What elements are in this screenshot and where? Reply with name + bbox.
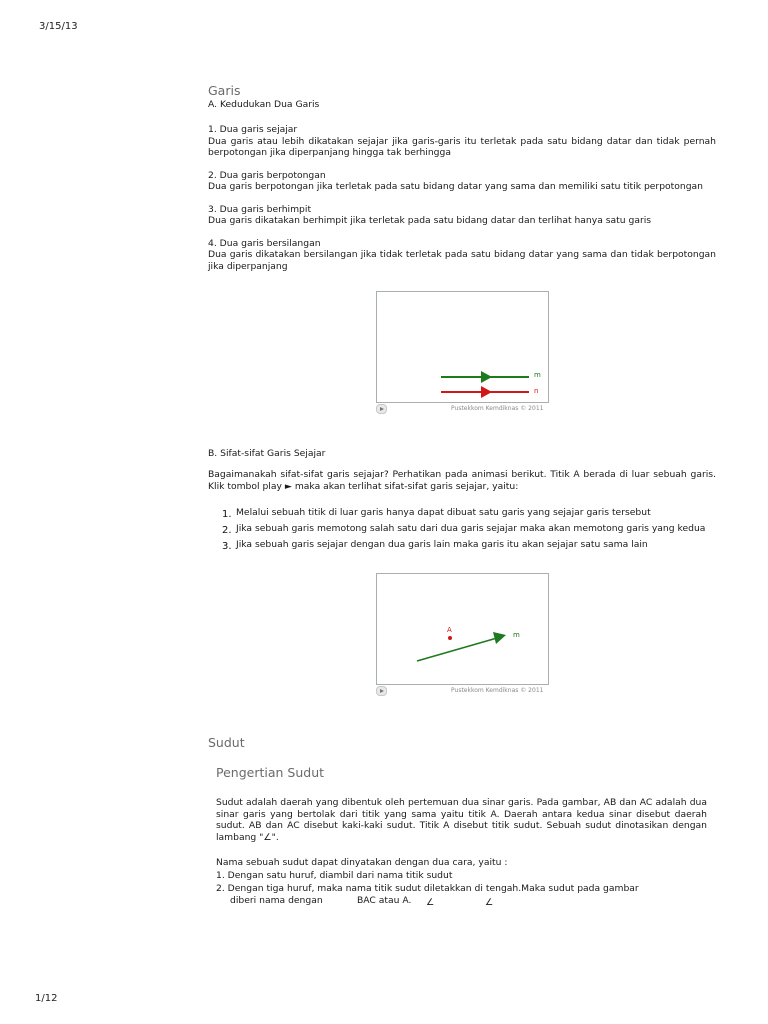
item-text: Dua garis dikatakan berhimpit jika terletak pada satu bidang datar dan terlihat hanya satu garis (208, 215, 652, 226)
line-m (417, 638, 497, 661)
line-positions-list (208, 124, 716, 272)
list-item (222, 523, 716, 539)
list-text: Melalui sebuah titik di luar garis hanya dapat dibuat satu garis yang sejajar garis tersebut (236, 507, 651, 518)
parallel-properties-animation[interactable] (376, 573, 549, 685)
angle-symbol-icon: ∠ (485, 897, 494, 908)
parallel-lines-animation[interactable] (376, 291, 549, 403)
figure-credit: Pustekkom Kemdiknas © 2011 (451, 687, 544, 694)
list-item (222, 539, 716, 555)
parallel-properties-list (222, 507, 716, 555)
item-skew (208, 238, 716, 273)
angle-definition: Sudut adalah daerah yang dibentuk oleh pertemuan dua sinar garis. Pada gambar, AB dan AC adalah dua sinar garis yang bertolak dari titik yang sama yaitu titik A. Daerah antara kedua sinar disebut daerah sudut. AB dan AC disebut kaki-kaki sudut. Titik A disebut titik sudut. Sebuah sudut dinotasikan dengan lambang "∠". (216, 797, 707, 843)
label-m: m (534, 371, 541, 379)
item-heading: 1. Dua garis sejajar (208, 124, 298, 135)
item-coincident (208, 204, 716, 227)
list-item (222, 507, 716, 523)
list-number: 3. (222, 541, 232, 552)
item-intersecting (208, 170, 716, 193)
arrow-n (481, 386, 492, 398)
item-parallel (208, 124, 716, 159)
naming-example: BAC atau A. (357, 895, 412, 906)
item-text: Dua garis dikatakan bersilangan jika tidak terletak pada satu bidang datar yang sama dan tidak berpotongan jika diperpanjang (208, 249, 716, 272)
label-a: A (447, 626, 452, 634)
label-n: n (534, 387, 539, 395)
section-title-sudut: Sudut (208, 735, 245, 750)
angle-symbol-icon: ∠ (426, 897, 435, 908)
parallel-lines-diagram (377, 292, 548, 402)
section-title-garis: Garis (208, 83, 241, 98)
play-button[interactable] (376, 686, 387, 696)
arrow-m (493, 632, 506, 644)
list-text: Jika sebuah garis memotong salah satu dari dua garis sejajar maka akan memotong garis yang kedua (236, 523, 706, 534)
item-text: Dua garis berpotongan jika terletak pada satu bidang datar yang sama dan memiliki satu titik perpotongan (208, 181, 703, 192)
naming-method-2: 2. Dengan tiga huruf, maka nama titik sudut diletakkan di tengah.Maka sudut pada gambar (216, 883, 639, 894)
naming-method-2-cont: diberi nama dengan (230, 895, 323, 906)
list-number: 2. (222, 525, 232, 536)
play-button[interactable] (376, 404, 387, 414)
subsection-a-heading: A. Kedudukan Dua Garis (208, 99, 320, 110)
figure-credit: Pustekkom Kemdiknas © 2011 (451, 405, 544, 412)
list-number: 1. (222, 509, 232, 520)
item-heading: 4. Dua garis bersilangan (208, 237, 321, 249)
page-number: 1/12 (35, 993, 58, 1004)
point-a (448, 636, 452, 640)
item-heading: 3. Dua garis berhimpit (208, 203, 312, 215)
subsection-b-intro: Bagaimanakah sifat-sifat garis sejajar? Perhatikan pada animasi berikut. Titik A berada di luar sebuah garis. Klik tombol play ► maka akan terlihat sifat-sifat garis sejajar, yaitu: (208, 469, 716, 492)
item-text: Dua garis atau lebih dikatakan sejajar jika garis-garis itu terletak pada satu bidang datar dan tidak pernah berpotongan jika diperpanjang hingga tak berhingga (208, 135, 716, 158)
naming-intro: Nama sebuah sudut dapat dinyatakan dengan dua cara, yaitu : (216, 857, 508, 868)
subsection-title-pengertian: Pengertian Sudut (216, 765, 325, 780)
subsection-b-heading: B. Sifat-sifat Garis Sejajar (208, 448, 326, 459)
arrow-m (481, 371, 492, 383)
item-heading: 2. Dua garis berpotongan (208, 169, 326, 181)
list-text: Jika sebuah garis sejajar dengan dua garis lain maka garis itu akan sejajar satu sama lain (236, 539, 648, 550)
naming-method-1: 1. Dengan satu huruf, diambil dari nama titik sudut (216, 870, 453, 881)
point-line-diagram (377, 574, 548, 684)
label-m: m (513, 631, 520, 639)
print-date: 3/15/13 (39, 21, 78, 32)
